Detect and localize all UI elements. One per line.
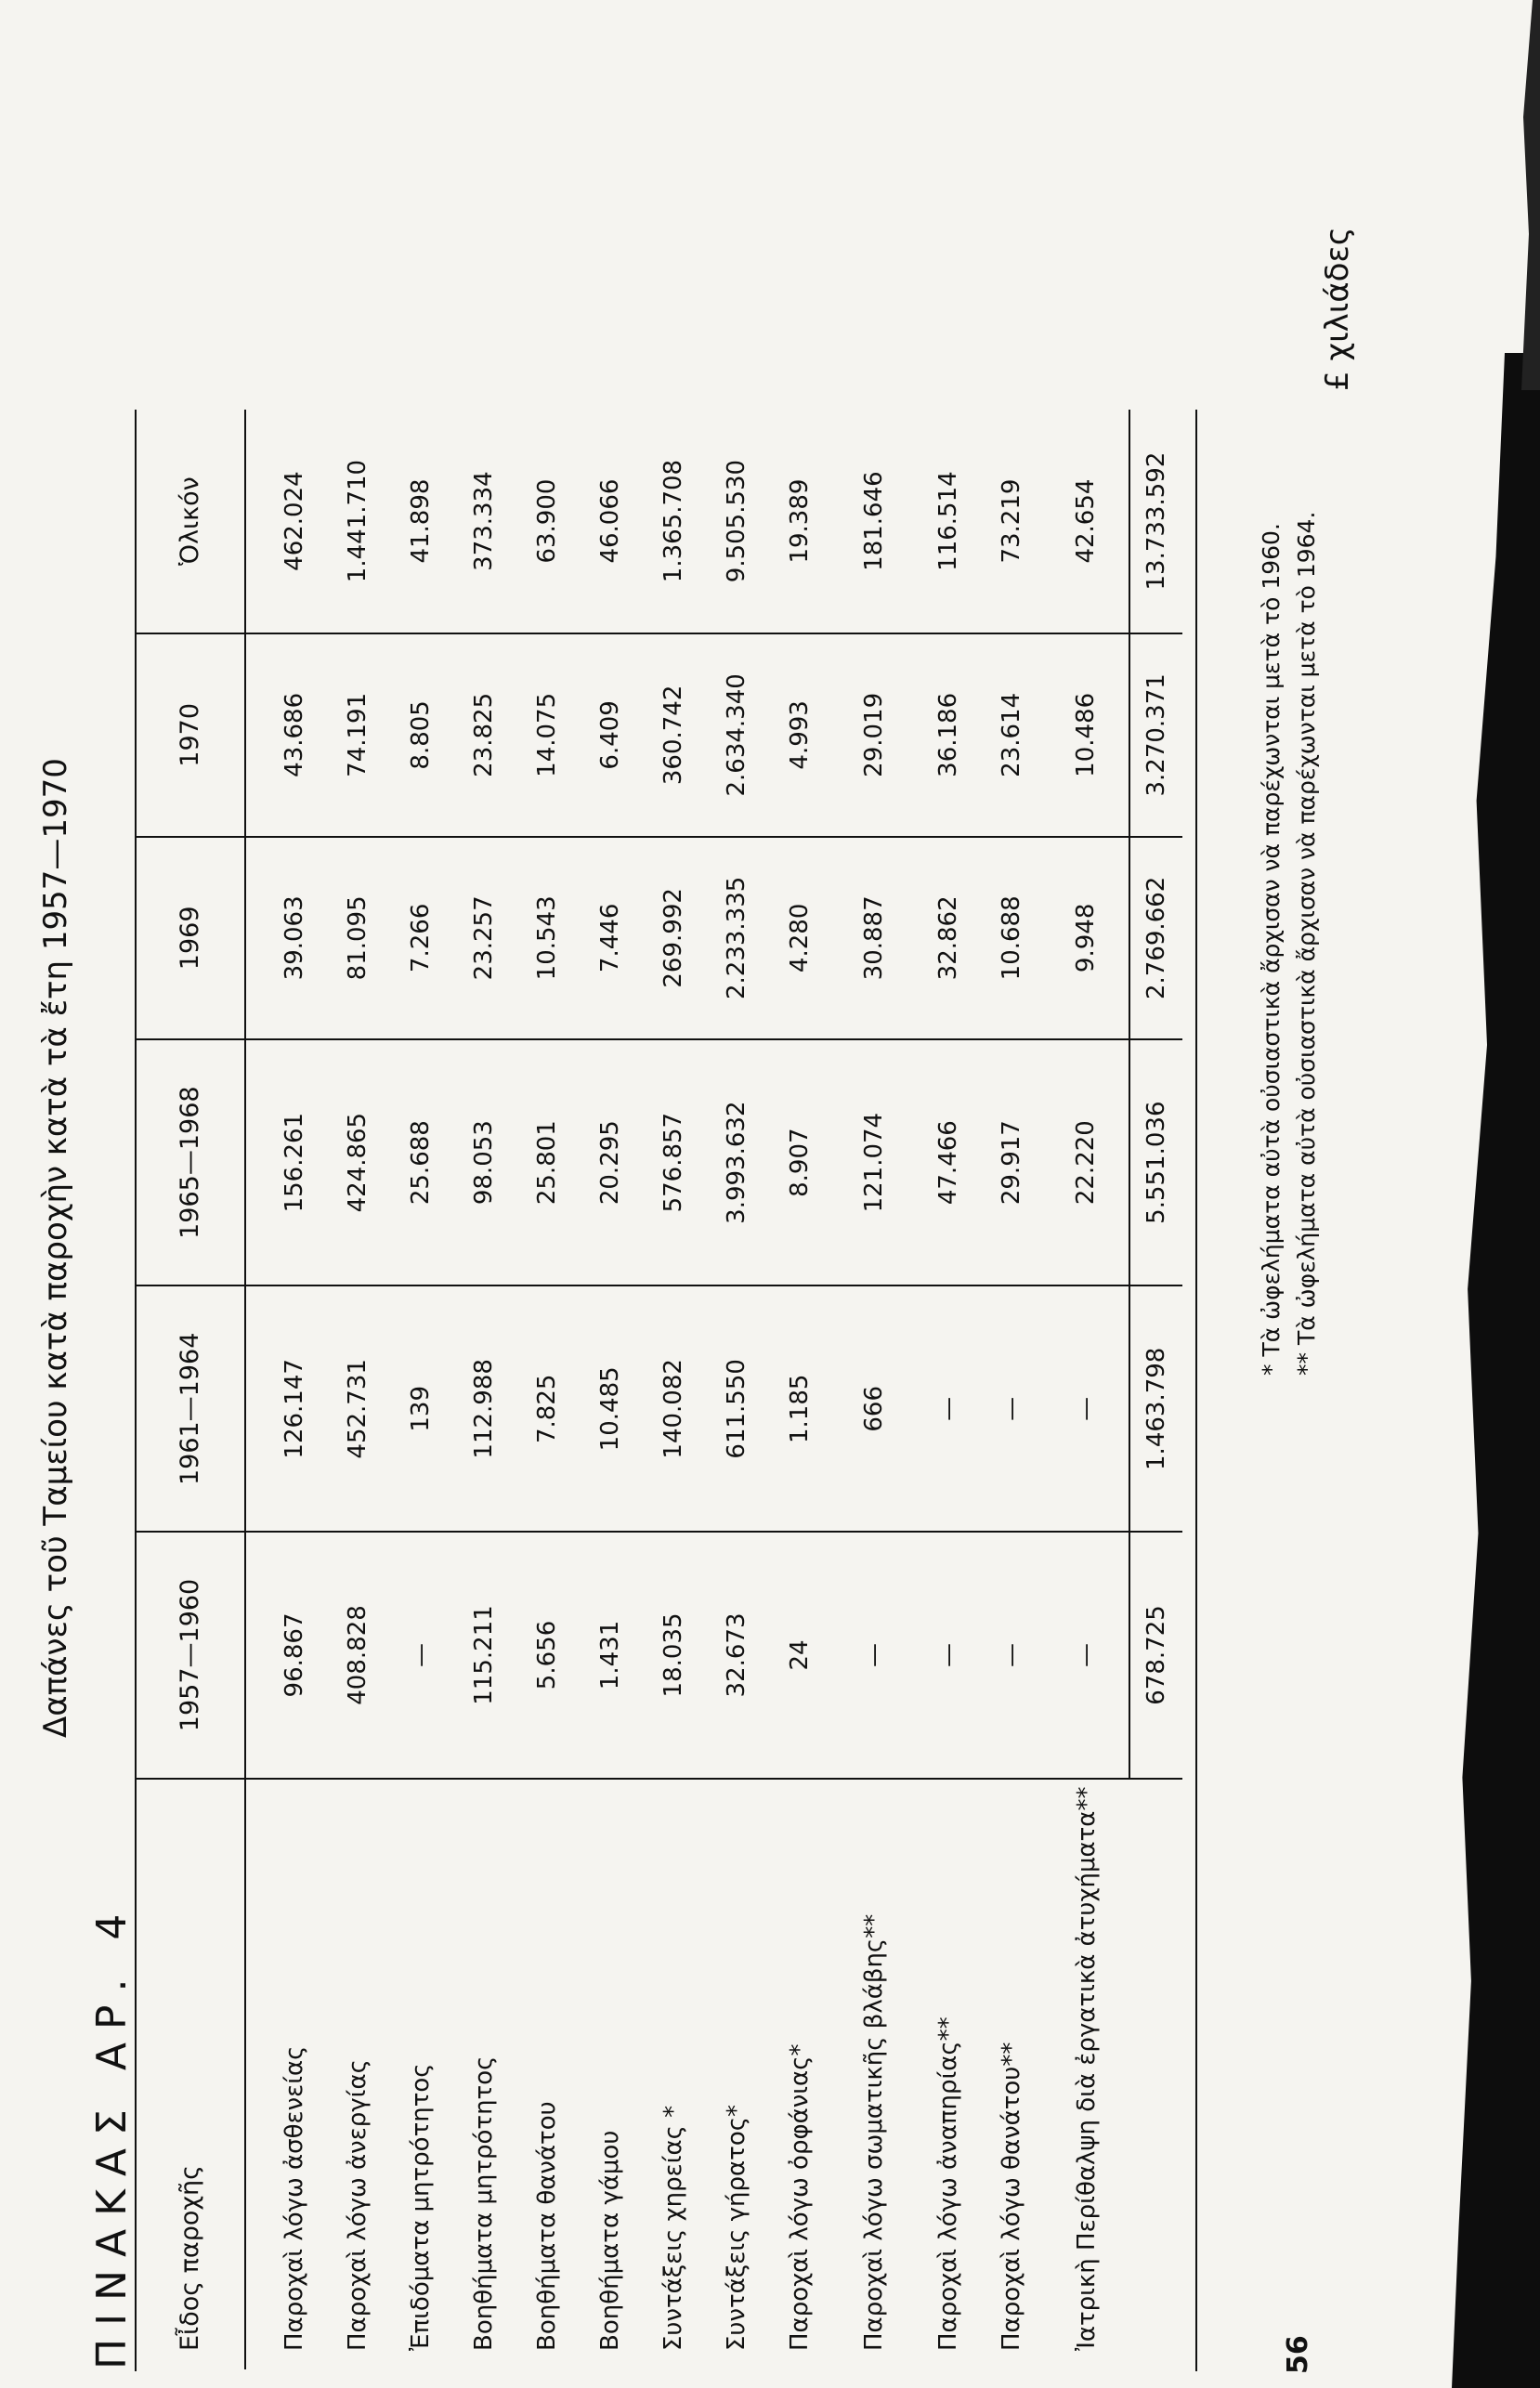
table-row: [642, 410, 705, 2369]
column-header: 1970: [135, 633, 245, 836]
table-cell: 269.992: [642, 837, 705, 1039]
expenditure-table: [135, 410, 1182, 2369]
table-row: [579, 410, 642, 2369]
table-cell: 6.409: [579, 633, 642, 836]
table-cell: 74.191: [326, 633, 389, 836]
table-cell: 14.075: [516, 633, 579, 836]
table-cell: 8.805: [389, 633, 452, 836]
table-cell: 3.993.632: [705, 1039, 768, 1285]
footnote: * Τὰ ὠφελήματα αὐτὰ οὐσιαστικὰ ἄρχισαν νὰ παρέχωνται μετὰ τὸ 1960.: [1258, 523, 1285, 1376]
table-cell: 462.024: [245, 410, 326, 633]
table-cell: 23.825: [452, 633, 516, 836]
total-cell: 1.463.798: [1129, 1285, 1182, 1532]
column-header: 1957—1960: [135, 1532, 245, 1778]
row-label: Παροχαὶ λόγω ὀρφάνιας*: [786, 2043, 814, 2351]
totals-label-cell: [1129, 1779, 1182, 2369]
table-cell: 9.505.530: [705, 410, 768, 633]
row-label: Παροχαὶ λόγω σωματικῆς βλάβης**: [860, 1913, 888, 2351]
row-label: Παροχαὶ λόγω ἀσθενείας: [281, 2045, 308, 2351]
table-cell: —: [980, 1532, 1043, 1778]
table-cell: 46.066: [579, 410, 642, 633]
table-cell: 360.742: [642, 633, 705, 836]
table-cell: 10.485: [579, 1285, 642, 1532]
total-cell: 5.551.036: [1129, 1039, 1182, 1285]
table-cell: 98.053: [452, 1039, 516, 1285]
table-cell: 611.550: [705, 1285, 768, 1532]
table-row: [389, 410, 452, 2369]
table-cell: 47.466: [917, 1039, 980, 1285]
table-cell: 666: [831, 1285, 917, 1532]
totals-row: [1129, 410, 1182, 2369]
table-cell: 32.673: [705, 1532, 768, 1778]
table-cell: 30.887: [831, 837, 917, 1039]
table-cell: 576.857: [642, 1039, 705, 1285]
table-cell: —: [389, 1532, 452, 1778]
table-cell: 23.257: [452, 837, 516, 1039]
table-cell: 373.334: [452, 410, 516, 633]
table-cell: 181.646: [831, 410, 917, 633]
table-cell: 115.211: [452, 1532, 516, 1778]
row-label: Ἐπιδόματα μητρότητος: [407, 2063, 435, 2351]
table-cell: 7.825: [516, 1285, 579, 1532]
row-label: Παροχαὶ λόγω ἀναπηρίας**: [934, 2016, 962, 2351]
row-label: Συντάξεις γήρατος*: [723, 2105, 750, 2351]
table-cell: 2.634.340: [705, 633, 768, 836]
row-label: Παροχαὶ λόγω θανάτου**: [998, 2042, 1025, 2351]
table-cell: —: [980, 1285, 1043, 1532]
table-cell: 22.220: [1043, 1039, 1129, 1285]
table-cell: 156.261: [245, 1039, 326, 1285]
footnotes: [1254, 512, 1325, 1376]
column-header: 1965—1968: [135, 1039, 245, 1285]
units-label: £ χιλιάδες: [1319, 227, 1356, 391]
table-cell: 139: [389, 1285, 452, 1532]
table-cell: —: [917, 1532, 980, 1778]
table-title: Δαπάνες τοῦ Ταμείου κατὰ παροχὴν κατὰ τὰ ἔτη 1957—1970: [37, 758, 74, 1738]
table-label: ΠΙΝΑΚΑΣ ΑΡ. 4: [88, 1900, 136, 2369]
row-label: Ἰατρικὴ Περίθαλψη διὰ ἐργατικὰ ἀτυχήματα**: [1072, 1786, 1101, 2351]
table-cell: 121.074: [831, 1039, 917, 1285]
table-cell: 23.614: [980, 633, 1043, 836]
table-cell: 1.365.708: [642, 410, 705, 633]
table-cell: 408.828: [326, 1532, 389, 1778]
column-header: Εἶδος παροχῆς: [135, 1779, 245, 2369]
table-cell: 73.219: [980, 410, 1043, 633]
column-header: 1969: [135, 837, 245, 1039]
row-label: Παροχαὶ λόγω ἀνεργίας: [344, 2059, 372, 2351]
table-cell: 18.035: [642, 1532, 705, 1778]
table-cell: 25.801: [516, 1039, 579, 1285]
table-cell: 7.266: [389, 837, 452, 1039]
page-number: 56: [1282, 2335, 1314, 2374]
table-cell: 41.898: [389, 410, 452, 633]
table-cell: —: [917, 1285, 980, 1532]
table-cell: 9.948: [1043, 837, 1129, 1039]
total-cell: 3.270.371: [1129, 633, 1182, 836]
table-cell: 10.688: [980, 837, 1043, 1039]
table-cell: 112.988: [452, 1285, 516, 1532]
table-cell: 1.431: [579, 1532, 642, 1778]
row-label: Βοηθήματα θανάτου: [533, 2101, 561, 2351]
table-cell: 116.514: [917, 410, 980, 633]
total-cell: 2.769.662: [1129, 837, 1182, 1039]
row-label: Βοηθήματα μητρότητος: [470, 2055, 498, 2351]
table-cell: 63.900: [516, 410, 579, 633]
column-header: 1961—1964: [135, 1285, 245, 1532]
table-cell: 126.147: [245, 1285, 326, 1532]
column-header: Ὁλικόν: [135, 410, 245, 633]
row-label: Συντάξεις χηρείας *: [659, 2105, 687, 2351]
table-cell: 4.993: [768, 633, 831, 836]
table-cell: 452.731: [326, 1285, 389, 1532]
table-cell: 29.019: [831, 633, 917, 836]
table-cell: 43.686: [245, 633, 326, 836]
table-cell: 29.917: [980, 1039, 1043, 1285]
table-cell: 1.441.710: [326, 410, 389, 633]
table-cell: 20.295: [579, 1039, 642, 1285]
table-row: [917, 410, 980, 2369]
table-cell: 2.233.335: [705, 837, 768, 1039]
table-row: [768, 410, 831, 2369]
table-cell: 5.656: [516, 1532, 579, 1778]
table-cell: 424.865: [326, 1039, 389, 1285]
table-cell: 7.446: [579, 837, 642, 1039]
table-cell: 25.688: [389, 1039, 452, 1285]
table-cell: —: [1043, 1532, 1129, 1778]
table-cell: 1.185: [768, 1285, 831, 1532]
table-row: [452, 410, 516, 2369]
table-cell: 19.389: [768, 410, 831, 633]
table-row: [1043, 410, 1129, 2369]
table-row: [705, 410, 768, 2369]
table-cell: 10.543: [516, 837, 579, 1039]
header-row: [135, 410, 245, 2369]
total-cell: 678.725: [1129, 1532, 1182, 1778]
table-cell: 36.186: [917, 633, 980, 836]
footnote: ** Τὰ ὠφελήματα αὐτὰ οὐσιαστικὰ ἄρχισαν νὰ παρέχωνται μετὰ τὸ 1964.: [1293, 511, 1320, 1376]
table-row: [245, 410, 326, 2369]
table-row: [326, 410, 389, 2369]
table-cell: 10.486: [1043, 633, 1129, 836]
table-row: [516, 410, 579, 2369]
table-cell: 32.862: [917, 837, 980, 1039]
table-cell: —: [1043, 1285, 1129, 1532]
table-row: [831, 410, 917, 2369]
table-cell: 39.063: [245, 837, 326, 1039]
table-cell: 8.907: [768, 1039, 831, 1285]
table-cell: 81.095: [326, 837, 389, 1039]
table-cell: 42.654: [1043, 410, 1129, 633]
table-cell: 4.280: [768, 837, 831, 1039]
table-cell: 140.082: [642, 1285, 705, 1532]
table-cell: 96.867: [245, 1532, 326, 1778]
table-row: [980, 410, 1043, 2369]
table-cell: 24: [768, 1532, 831, 1778]
row-label: Βοηθήματα γάμου: [596, 2130, 624, 2351]
table-cell: —: [831, 1532, 917, 1778]
total-cell: 13.733.592: [1129, 410, 1182, 633]
